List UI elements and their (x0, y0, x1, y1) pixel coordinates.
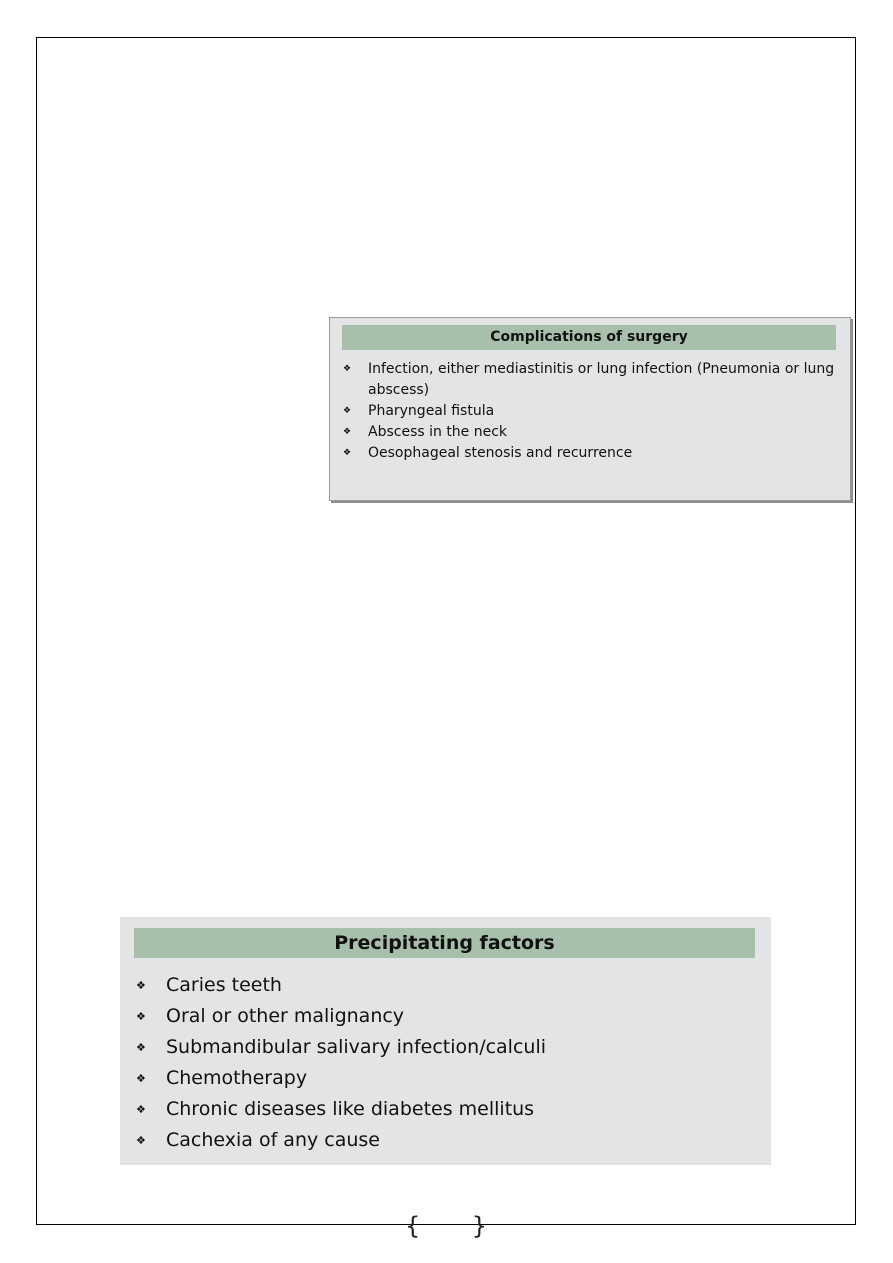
list-item-text: Caries teeth (166, 974, 282, 996)
complications-list (342, 359, 842, 464)
list-item-text: Chronic diseases like diabetes mellitus (166, 1098, 535, 1120)
list-item-text: Infection, either mediastinitis or lung infection (Pneumonia or lung abscess) (368, 361, 835, 398)
diamond-bullet-icon: ❖ (343, 406, 352, 416)
left-brace: { (405, 1212, 421, 1240)
list-item-text: Chemotherapy (166, 1067, 308, 1089)
diamond-bullet-icon: ❖ (136, 1010, 146, 1023)
list-item-text: Submandibular salivary infection/calculi (166, 1036, 547, 1058)
diamond-bullet-icon: ❖ (136, 1134, 146, 1147)
list-item-text: Oral or other malignancy (166, 1005, 405, 1027)
list-item-text: Oesophageal stenosis and recurrence (368, 445, 633, 461)
diamond-bullet-icon: ❖ (136, 979, 146, 992)
diamond-bullet-icon: ❖ (343, 364, 352, 374)
diamond-bullet-icon: ❖ (343, 448, 352, 458)
list-item (134, 1032, 754, 1063)
list-item-text: Pharyngeal fistula (368, 403, 495, 419)
diamond-bullet-icon: ❖ (136, 1041, 146, 1054)
complications-box (329, 317, 851, 501)
list-item (134, 1063, 754, 1094)
list-item-text: Cachexia of any cause (166, 1129, 381, 1151)
precipitating-factors-title: Precipitating factors (134, 928, 755, 958)
diamond-bullet-icon: ❖ (343, 427, 352, 437)
list-item (342, 422, 842, 443)
right-brace: } (471, 1212, 487, 1240)
list-item (134, 970, 754, 1001)
diamond-bullet-icon: ❖ (136, 1072, 146, 1085)
list-item (134, 1001, 754, 1032)
list-item (342, 443, 842, 464)
list-item-text: Abscess in the neck (368, 424, 508, 440)
list-item (342, 359, 842, 401)
list-item (134, 1094, 754, 1125)
precipitating-factors-list (134, 970, 754, 1156)
diamond-bullet-icon: ❖ (136, 1103, 146, 1116)
complications-title: Complications of surgery (342, 325, 836, 350)
page-number (405, 1210, 487, 1242)
list-item (134, 1125, 754, 1156)
precipitating-factors-box (120, 917, 771, 1165)
list-item (342, 401, 842, 422)
